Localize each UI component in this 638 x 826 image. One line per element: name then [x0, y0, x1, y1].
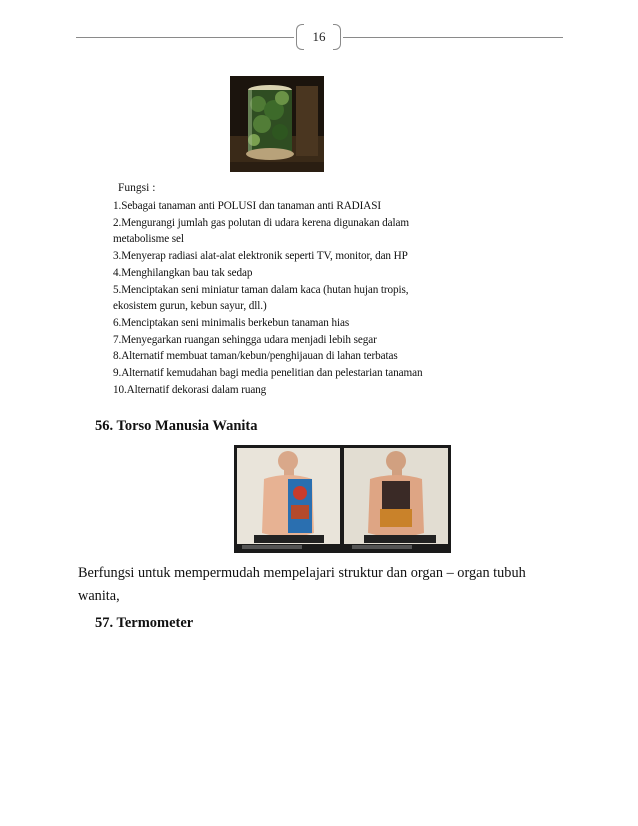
- list-item: metabolisme sel: [113, 233, 184, 246]
- torso-description-cont: wanita,: [78, 588, 120, 604]
- fungsi-title: Fungsi :: [118, 182, 156, 194]
- header-bracket-left: [296, 24, 304, 50]
- list-item: 2.Mengurangi jumlah gas polutan di udara kerena digunakan dalam: [113, 216, 409, 229]
- list-item: 1.Sebagai tanaman anti POLUSI dan tanaman anti RADIASI: [113, 200, 382, 212]
- list-item: 8.Alternatif membuat taman/kebun/penghijauan di lahan terbatas: [113, 350, 398, 363]
- header-rule-right: [343, 37, 563, 38]
- list-item: 5.Menciptakan seni miniatur taman dalam kaca (hutan hujan tropis,: [113, 283, 409, 296]
- torso-description: Berfungsi untuk mempermudah mempelajari struktur dan organ – organ tubuh: [78, 565, 526, 581]
- header-bracket-right: [333, 24, 341, 50]
- list-item: 10.Alternatif dekorasi dalam ruang: [113, 383, 267, 396]
- torso-photo: [234, 445, 451, 553]
- list-item: 9.Alternatif kemudahan bagi media penelitian dan pelestarian tanaman: [113, 367, 423, 380]
- header-rule-left: [76, 37, 294, 38]
- list-item: 3.Menyerap radiasi alat-alat elektronik seperti TV, monitor, dan HP: [113, 250, 408, 263]
- fungsi-list: [113, 198, 473, 398]
- list-item: 6.Menciptakan seni minimalis berkebun tanaman hias: [113, 316, 350, 329]
- section-heading-56: 56. Torso Manusia Wanita: [95, 418, 258, 434]
- page-number: 16: [312, 29, 326, 44]
- terrarium-photo: [230, 76, 324, 172]
- list-item: 4.Menghilangkan bau tak sedap: [113, 266, 253, 279]
- list-item: 7.Menyegarkan ruangan sehingga udara menjadi lebih segar: [113, 333, 377, 346]
- section-heading-57: 57. Termometer: [95, 615, 194, 631]
- list-item: ekosistem gurun, kebun sayur, dll.): [113, 300, 267, 313]
